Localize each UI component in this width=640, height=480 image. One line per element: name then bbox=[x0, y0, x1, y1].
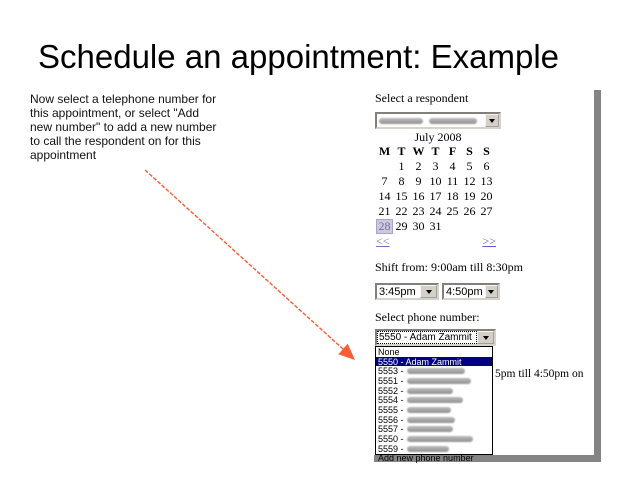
calendar-day[interactable]: 11 bbox=[446, 174, 459, 188]
calendar-day-header: S bbox=[483, 144, 490, 158]
phone-option-label: 5553 - bbox=[378, 366, 404, 377]
occluded-text: 5pm till 4:50pm on bbox=[495, 368, 584, 380]
dropdown-arrow-button[interactable] bbox=[420, 285, 437, 298]
phone-option-list[interactable] bbox=[375, 346, 493, 464]
redacted-text bbox=[407, 388, 453, 394]
redacted-text bbox=[379, 118, 423, 124]
phone-option-label: 5552 - bbox=[378, 385, 404, 396]
phone-option[interactable] bbox=[376, 405, 492, 415]
slide-title: Schedule an appointment: Example bbox=[38, 38, 560, 75]
calendar-day[interactable]: 20 bbox=[480, 189, 493, 203]
calendar-day[interactable]: 12 bbox=[463, 174, 476, 188]
respondent-select[interactable] bbox=[375, 112, 501, 129]
phone-option[interactable] bbox=[376, 366, 492, 376]
calendar-day[interactable]: 21 bbox=[378, 204, 391, 218]
calendar-day[interactable]: 31 bbox=[429, 219, 442, 233]
phone-option-label: 5557 - bbox=[378, 424, 404, 435]
calendar-day[interactable]: 5 bbox=[466, 159, 473, 173]
phone-option-label: 5554 - bbox=[378, 395, 404, 406]
phone-option[interactable] bbox=[376, 395, 492, 405]
calendar-grid bbox=[376, 144, 495, 234]
calendar-day[interactable]: 29 bbox=[395, 219, 408, 233]
redacted-text bbox=[407, 368, 465, 374]
shift-label: Shift from: 9:00am till 8:30pm bbox=[375, 260, 523, 274]
calendar-day-header: W bbox=[412, 144, 425, 158]
phone-label: Select phone number: bbox=[375, 310, 480, 324]
phone-option-selected[interactable] bbox=[376, 357, 492, 367]
redacted-text bbox=[407, 397, 463, 403]
calendar-day[interactable]: 23 bbox=[412, 204, 425, 218]
calendar-day[interactable]: 4 bbox=[449, 159, 456, 173]
phone-option-label: 5556 - bbox=[378, 414, 404, 425]
calendar-prev-link[interactable]: << bbox=[376, 234, 390, 248]
phone-option[interactable] bbox=[376, 347, 492, 357]
note-line: this appointment, or select "Add bbox=[30, 105, 200, 120]
shift-start-select[interactable] bbox=[375, 283, 439, 300]
phone-option-label: 5551 - bbox=[378, 375, 404, 386]
calendar-day-selected[interactable]: 28 bbox=[378, 219, 391, 233]
note-line: to call the respondent on for this bbox=[30, 133, 201, 148]
chevron-down-icon bbox=[488, 290, 494, 294]
calendar-day[interactable]: 7 bbox=[381, 174, 388, 188]
phone-option[interactable] bbox=[376, 425, 492, 435]
calendar-day[interactable]: 10 bbox=[429, 174, 442, 188]
calendar-day[interactable]: 19 bbox=[463, 189, 476, 203]
calendar-day-header: M bbox=[378, 144, 391, 158]
redacted-text bbox=[407, 378, 471, 384]
calendar-day[interactable]: 25 bbox=[446, 204, 459, 218]
calendar-day[interactable]: 18 bbox=[446, 189, 459, 203]
calendar-day[interactable]: 30 bbox=[412, 219, 425, 233]
phone-option[interactable] bbox=[376, 444, 492, 454]
calendar-day[interactable]: 8 bbox=[398, 174, 405, 188]
phone-option[interactable] bbox=[376, 454, 492, 464]
redacted-text bbox=[429, 118, 477, 124]
calendar-day[interactable]: 17 bbox=[429, 189, 442, 203]
calendar-day[interactable]: 6 bbox=[483, 159, 490, 173]
calendar-day[interactable]: 16 bbox=[412, 189, 425, 203]
phone-option-label: 5550 - bbox=[378, 434, 404, 445]
shift-end-value: 4:50pm bbox=[446, 285, 483, 298]
phone-select-value: 5550 - Adam Zammit bbox=[377, 331, 477, 344]
chevron-down-icon bbox=[426, 290, 432, 294]
calendar-day[interactable]: 13 bbox=[480, 174, 493, 188]
note-line: new number" to add a new number bbox=[30, 119, 217, 134]
calendar-day bbox=[479, 220, 494, 233]
respondent-label: Select a respondent bbox=[375, 91, 469, 105]
calendar-day[interactable]: 1 bbox=[398, 159, 405, 173]
calendar-next-link[interactable]: >> bbox=[482, 234, 496, 248]
shift-end-select[interactable] bbox=[442, 283, 500, 300]
app-screenshot bbox=[367, 83, 594, 464]
calendar-day[interactable]: 27 bbox=[480, 204, 493, 218]
calendar-day bbox=[445, 220, 460, 233]
calendar-day-header: S bbox=[466, 144, 473, 158]
phone-option-label: 5559 - bbox=[378, 443, 404, 454]
calendar-day[interactable]: 9 bbox=[415, 174, 422, 188]
note-line: appointment bbox=[30, 147, 97, 162]
calendar-day[interactable]: 15 bbox=[395, 189, 408, 203]
redacted-text bbox=[407, 407, 451, 413]
phone-option[interactable] bbox=[376, 434, 492, 444]
chevron-down-icon bbox=[483, 336, 489, 340]
calendar-day[interactable]: 2 bbox=[415, 159, 422, 173]
phone-option-label: 5555 - bbox=[378, 404, 404, 415]
calendar-day[interactable]: 24 bbox=[429, 204, 442, 218]
phone-select[interactable] bbox=[375, 329, 496, 346]
phone-option[interactable] bbox=[376, 415, 492, 425]
note-line: Now select a telephone number for bbox=[30, 92, 217, 106]
phone-option[interactable] bbox=[376, 386, 492, 396]
calendar-day bbox=[462, 220, 477, 233]
calendar-month-title: July 2008 bbox=[414, 130, 462, 144]
calendar-day[interactable]: 14 bbox=[378, 189, 391, 203]
phone-option-label: 5550 - Adam Zammit bbox=[378, 356, 462, 367]
phone-option[interactable] bbox=[376, 376, 492, 386]
chevron-down-icon bbox=[489, 119, 495, 123]
dropdown-arrow-button[interactable] bbox=[485, 285, 498, 298]
dropdown-arrow-button[interactable] bbox=[477, 331, 494, 344]
calendar-day bbox=[377, 160, 392, 173]
respondent-select-value bbox=[377, 114, 485, 127]
calendar-day[interactable]: 26 bbox=[463, 204, 476, 218]
calendar-day-header: F bbox=[448, 144, 457, 158]
redacted-text bbox=[407, 426, 453, 432]
phone-option-label: Add new phone number bbox=[378, 453, 474, 464]
phone-option-label: None bbox=[378, 346, 400, 357]
redacted-text bbox=[407, 436, 473, 442]
calendar-day[interactable]: 3 bbox=[432, 159, 439, 173]
instruction-note bbox=[30, 93, 280, 163]
calendar-day-header: T bbox=[397, 144, 406, 158]
calendar-day-header: T bbox=[431, 144, 440, 158]
calendar-nav bbox=[376, 234, 496, 249]
redacted-text bbox=[407, 417, 455, 423]
shift-start-value: 3:45pm bbox=[379, 285, 416, 298]
dropdown-arrow-button[interactable] bbox=[485, 114, 499, 127]
redacted-text bbox=[407, 446, 449, 452]
calendar-day[interactable]: 22 bbox=[395, 204, 408, 218]
